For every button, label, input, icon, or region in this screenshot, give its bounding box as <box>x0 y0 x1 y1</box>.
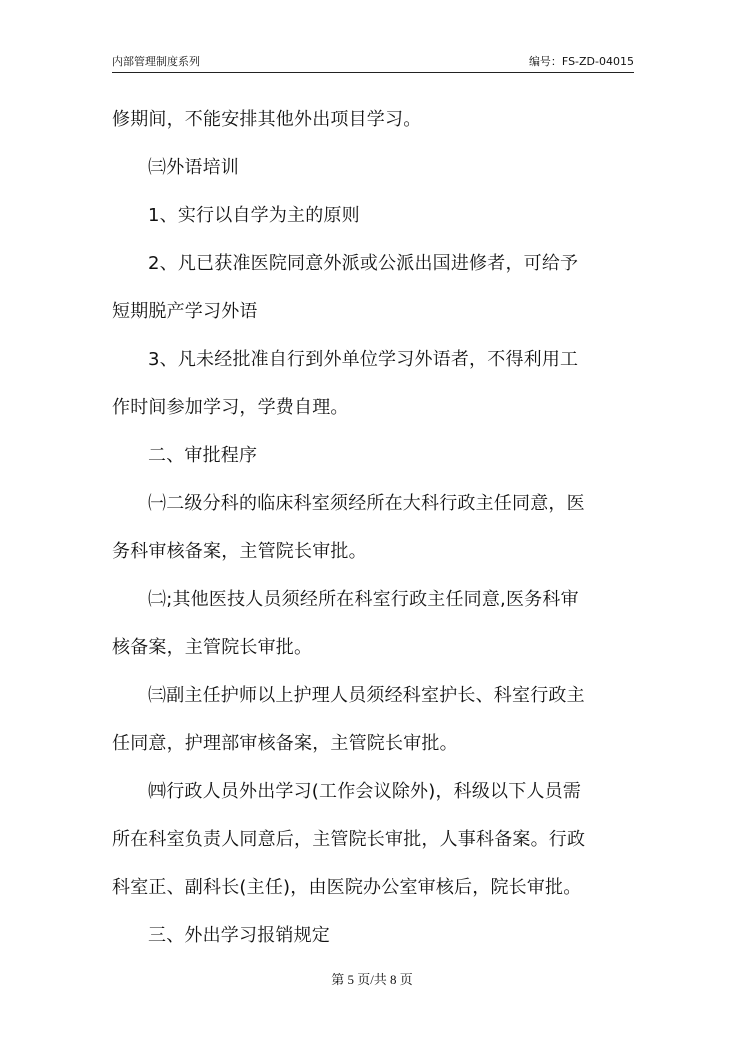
paragraph-line: 短期脱产学习外语 <box>112 301 258 322</box>
page-footer <box>0 972 744 988</box>
document-number: 编号：FS-ZD-04015 <box>528 55 634 68</box>
paragraph-line: ㈡;其他医技人员须经所在科室行政主任同意,医务科审 <box>148 589 579 610</box>
paragraph-line: 核备案，主管院长审批。 <box>112 637 313 658</box>
paragraph-line: 任同意，护理部审核备案，主管院长审批。 <box>112 733 458 754</box>
paragraph-line: 务科审核备案，主管院长审批。 <box>112 541 367 562</box>
paragraph-line: 作时间参加学习，学费自理。 <box>112 397 349 418</box>
document-series-label: 内部管理制度系列 <box>112 55 200 68</box>
section-heading-foreign-language-training: ㈢外语培训 <box>148 157 239 178</box>
paragraph-line: 2、凡已获准医院同意外派或公派出国进修者，可给予 <box>148 253 579 274</box>
page-number: 第 5 页/共 8 页 <box>331 972 413 987</box>
section-heading-approval-procedure: 二、审批程序 <box>148 445 258 466</box>
paragraph-line: ㈣行政人员外出学习(工作会议除外)，科级以下人员需 <box>148 781 582 802</box>
section-heading-reimbursement-rules: 三、外出学习报销规定 <box>148 925 330 946</box>
paragraph-line: 所在科室负责人同意后，主管院长审批，人事科备案。行政 <box>112 829 586 850</box>
paragraph-line: 3、凡未经批准自行到外单位学习外语者，不得利用工 <box>148 349 579 370</box>
paragraph-line: 科室正、副科长(主任)，由医院办公室审核后，院长审批。 <box>112 877 582 898</box>
paragraph-line: ㈠二级分科的临床科室须经所在大科行政主任同意，医 <box>148 493 585 514</box>
page-header <box>112 54 634 73</box>
document-body <box>112 96 634 960</box>
paragraph-line: 1、实行以自学为主的原则 <box>148 205 360 226</box>
paragraph-line: 修期间，不能安排其他外出项目学习。 <box>112 109 422 130</box>
paragraph-line: ㈢副主任护师以上护理人员须经科室护长、科室行政主 <box>148 685 585 706</box>
